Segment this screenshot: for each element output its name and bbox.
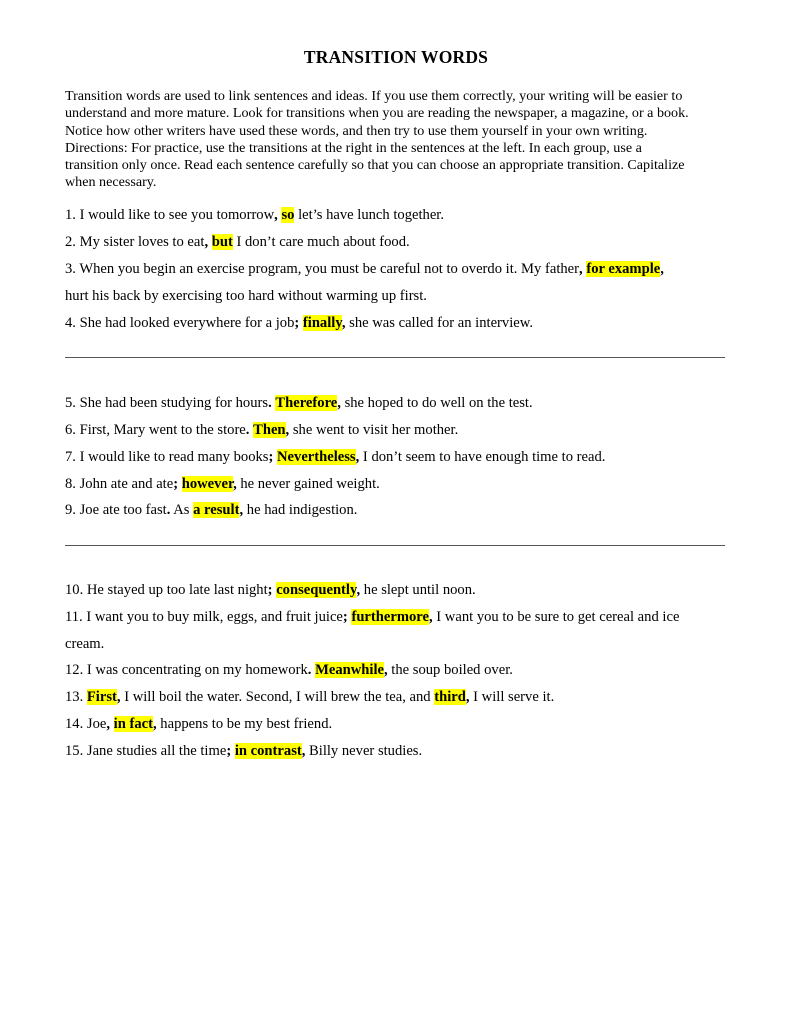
sentence-4: 4. She had looked everywhere for a job; finally, she was called for an interview. — [65, 315, 533, 331]
intro-line: transition only once. Read each sentence carefully so that you can choose an appropriate transition. Capitalize — [65, 157, 685, 174]
transition-word: consequently — [276, 582, 357, 598]
intro-line: understand and more mature. Look for transitions when you are reading the newspaper, a magazine, or a book. — [65, 105, 689, 122]
sentence-2: 2. My sister loves to eat, but I don’t care much about food. — [65, 234, 410, 250]
transition-word: furthermore — [351, 609, 429, 625]
transition-word: so — [281, 207, 295, 223]
sentence-11: 11. I want you to buy milk, eggs, and fruit juice; furthermore, I want you to be sure to get cereal and ice — [65, 609, 680, 625]
sentence-15: 15. Jane studies all the time; in contrast, Billy never studies. — [65, 743, 423, 759]
sentence-6: 6. First, Mary went to the store. Then, she went to visit her mother. — [65, 422, 459, 438]
sentence-9: 9. Joe ate too fast. As a result, he had indigestion. — [65, 502, 358, 518]
sentence-13: 13. First, I will boil the water. Second, I will brew the tea, and third, I will serve it. — [65, 689, 555, 705]
intro-paragraph — [65, 88, 727, 192]
intro-line: when necessary. — [65, 174, 157, 191]
transition-word: finally — [302, 315, 342, 331]
sentence-5: 5. She had been studying for hours. Therefore, she hoped to do well on the test. — [65, 395, 533, 411]
transition-word: a result — [193, 502, 240, 518]
intro-line: Directions: For practice, use the transitions at the right in the sentences at the left. In each group, use a — [65, 139, 642, 156]
transition-word: Then — [253, 422, 286, 438]
intro-line: Transition words are used to link sentences and ideas. If you use them correctly, your writing will be easier to — [65, 88, 683, 104]
transition-word: Nevertheless — [277, 449, 356, 465]
sentence-3-continued: hurt his back by exercising too hard without warming up first. — [65, 288, 427, 304]
transition-word: Therefore — [275, 395, 338, 411]
transition-word: Meanwhile — [315, 662, 384, 678]
transition-word: for example — [586, 261, 661, 277]
sentence-7: 7. I would like to read many books; Nevertheless, I don’t seem to have enough time to read. — [65, 449, 606, 465]
divider-line — [65, 357, 725, 358]
sentence-8: 8. John ate and ate; however, he never gained weight. — [65, 476, 380, 492]
sentence-1: 1. I would like to see you tomorrow, so let’s have lunch together. — [65, 207, 444, 223]
transition-word: but — [211, 234, 233, 250]
sentence-14: 14. Joe, in fact, happens to be my best friend. — [65, 716, 333, 732]
transition-word: in contrast — [234, 743, 302, 759]
sentence-12: 12. I was concentrating on my homework. Meanwhile, the soup boiled over. — [65, 662, 513, 678]
transition-word: third — [434, 689, 466, 705]
sentence-3: 3. When you begin an exercise program, you must be careful not to overdo it. My father, for example, — [65, 261, 664, 277]
sentence-11-continued: cream. — [65, 636, 105, 652]
transition-word: however — [181, 476, 234, 492]
divider-line — [65, 545, 725, 546]
transition-word: in fact — [113, 716, 153, 732]
intro-line: Notice how other writers have used these words, and then try to use them yourself in your own writing. — [65, 122, 648, 139]
transition-word: First — [86, 689, 117, 705]
sentence-10: 10. He stayed up too late last night; consequently, he slept until noon. — [65, 582, 476, 598]
page-title: TRANSITION WORDS — [303, 47, 489, 67]
